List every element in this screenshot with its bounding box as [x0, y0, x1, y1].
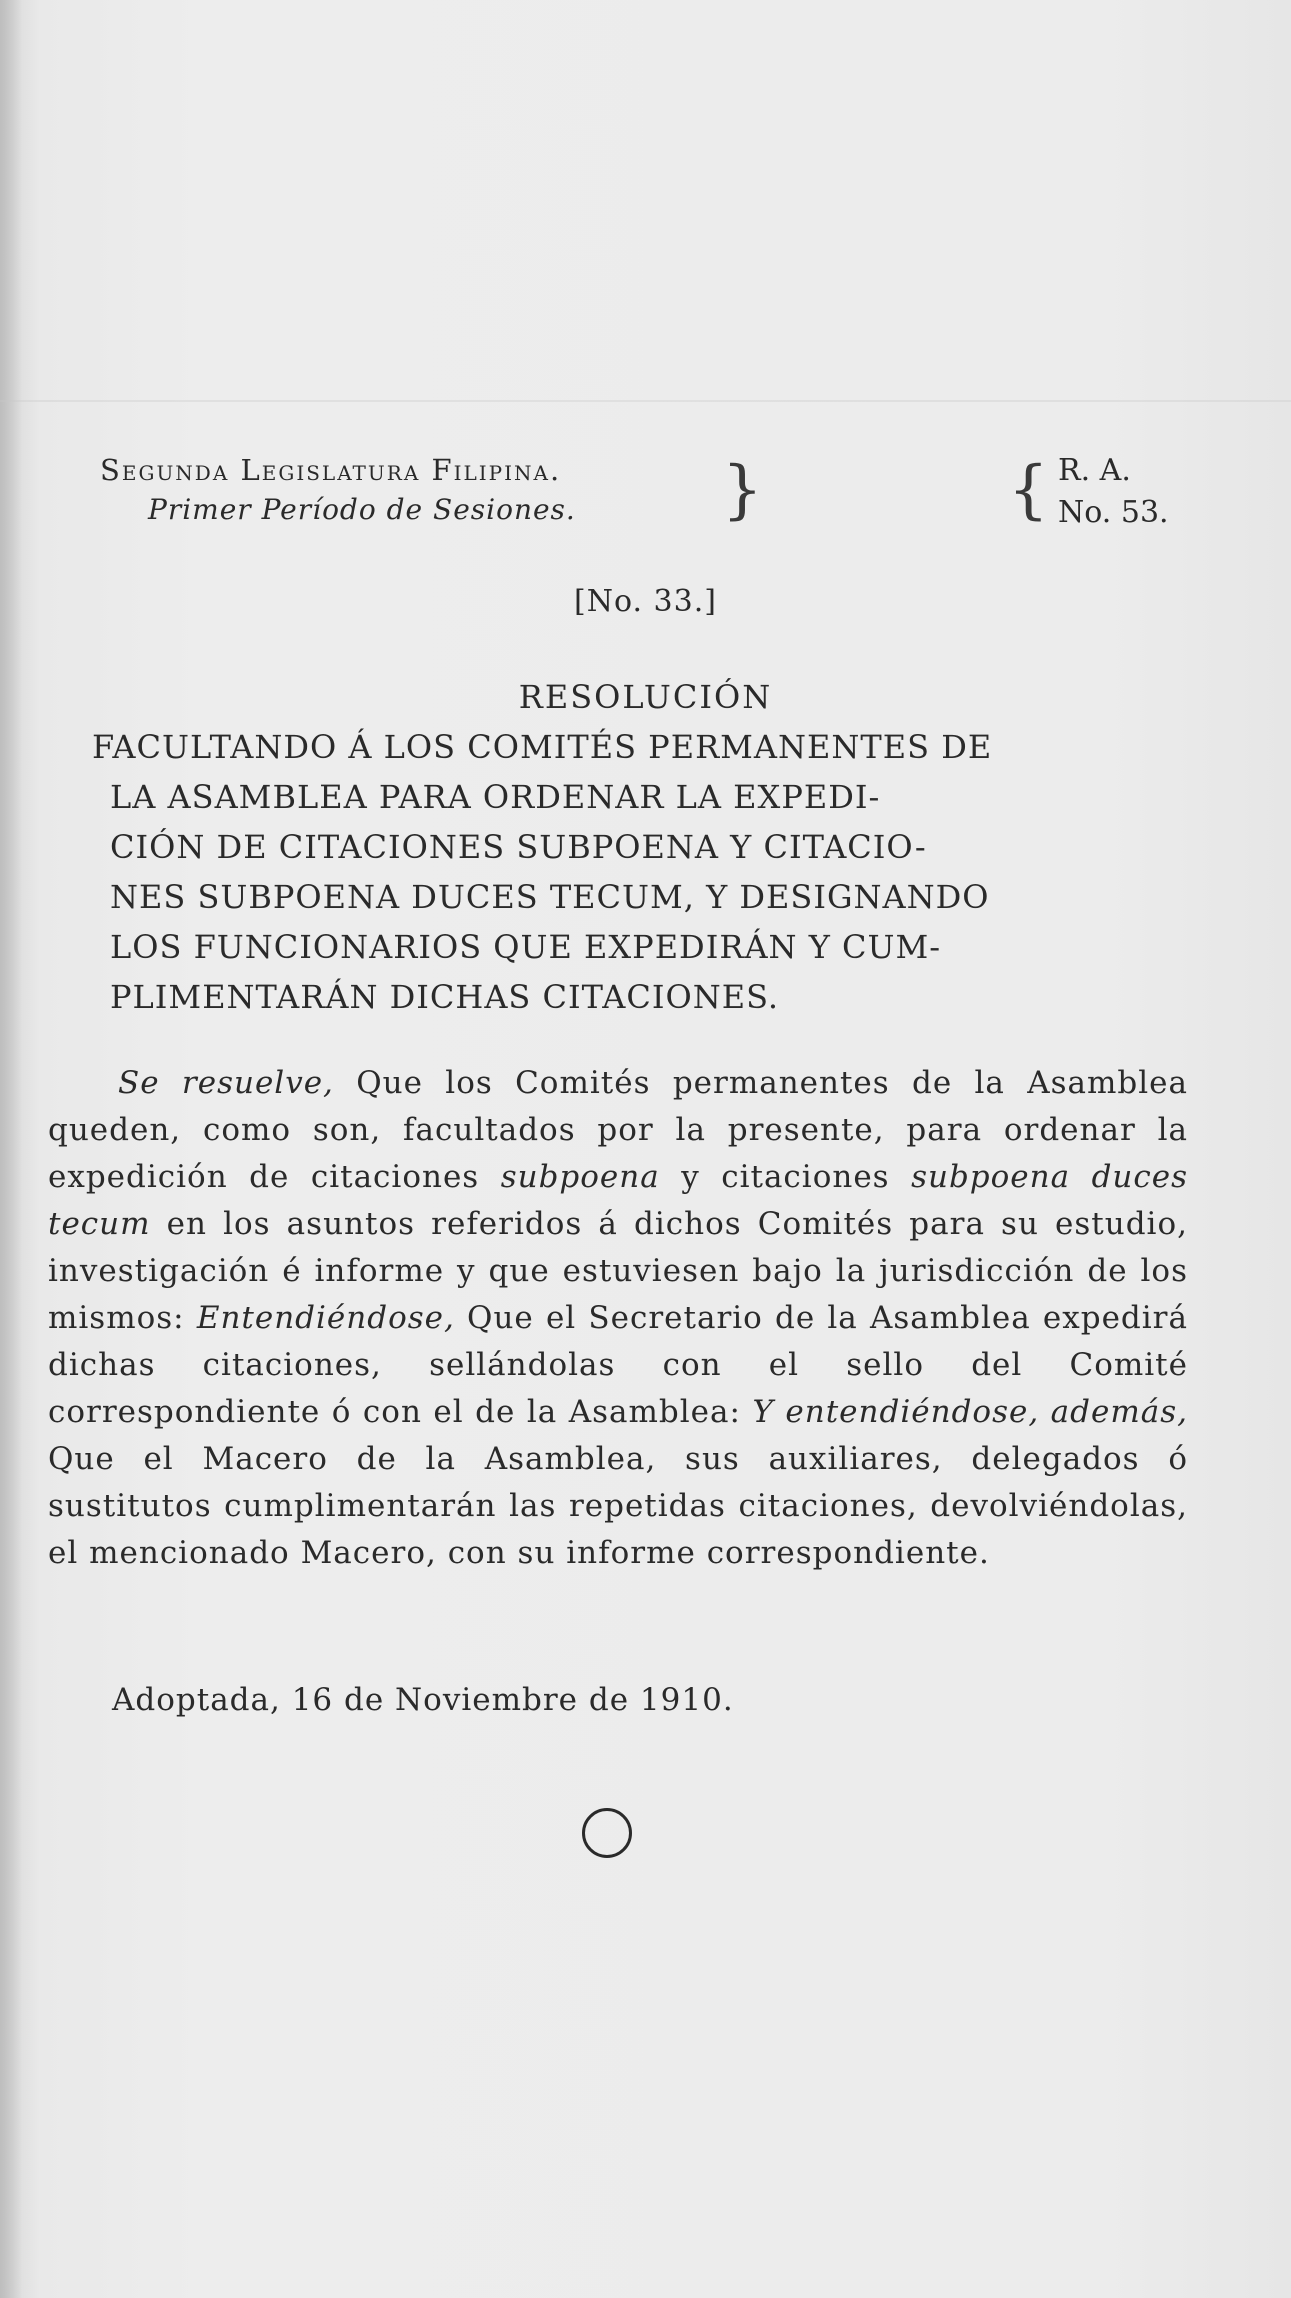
legislature-name: Segunda Legislatura Filipina.: [100, 453, 562, 487]
page-fold-line: [0, 400, 1291, 402]
subject-line: PLIMENTARÁN DICHAS CITACIONES.: [110, 978, 780, 1016]
header-brace-right: {: [1008, 453, 1049, 527]
subpoena-duces-tecum-term: subpoena duces tecum: [48, 1159, 1189, 1242]
header-left: [100, 450, 740, 530]
header-right: [1058, 450, 1169, 534]
subject-line: FACULTANDO Á LOS COMITÉS PERMANENTES DE: [92, 728, 993, 766]
proviso-clause: Entendiéndose,: [196, 1300, 455, 1336]
page-edge-shadow: [0, 0, 22, 2298]
subject-line: LA ASAMBLEA PARA ORDENAR LA EXPEDI-: [110, 778, 881, 816]
subject-line: LOS FUNCIONARIOS QUE EXPEDIRÁN Y CUM-: [110, 928, 942, 966]
resolution-subject: [92, 722, 1192, 1022]
session-period: Primer Período de Sesiones.: [148, 493, 576, 526]
body-text-segment: y citaciones: [659, 1159, 912, 1195]
adoption-date: Adoptada, 16 de Noviembre de 1910.: [112, 1682, 734, 1718]
reference-number: No. 53.: [1058, 495, 1169, 530]
subpoena-term: subpoena: [500, 1159, 660, 1195]
subject-line: NES SUBPOENA DUCES TECUM, Y DESIGNANDO: [110, 878, 990, 916]
body-text-segment: en los asuntos referidos á dichos Comités para su estudio, investigación é informe y que estuviesen bajo la jurisdicción de los mismos:: [48, 1206, 1188, 1336]
resolution-title: RESOLUCIÓN: [518, 678, 773, 716]
header-brace-left: }: [722, 453, 763, 527]
end-circle-mark: [582, 1808, 632, 1858]
proviso-clause: Y entendiéndose, además,: [752, 1394, 1188, 1430]
resolution-number: [No. 33.]: [574, 584, 717, 619]
body-text-segment: Que los Comités permanentes de la Asamblea queden, como son, facultados por la presente, para ordenar la expedición de citaciones: [48, 1065, 1188, 1195]
body-paragraph: [48, 1060, 1188, 1577]
subject-line: CIÓN DE CITACIONES SUBPOENA Y CITACIO-: [110, 828, 927, 866]
body-text-segment: Que el Macero de la Asamblea, sus auxiliares, delegados ó sustitutos cumplimentarán las repetidas citaciones, devolviéndolas, el mencionado Macero, con su informe correspondiente.: [48, 1441, 1188, 1571]
resolution-body: [48, 1060, 1188, 1577]
reference-series: R. A.: [1058, 453, 1131, 488]
resolve-clause: Se resuelve,: [118, 1065, 334, 1101]
body-text-segment: Que el Secretario de la Asamblea expedirá dichas citaciones, sellándolas con el sello del Comité correspondiente ó con el de la Asamblea:: [48, 1300, 1188, 1430]
